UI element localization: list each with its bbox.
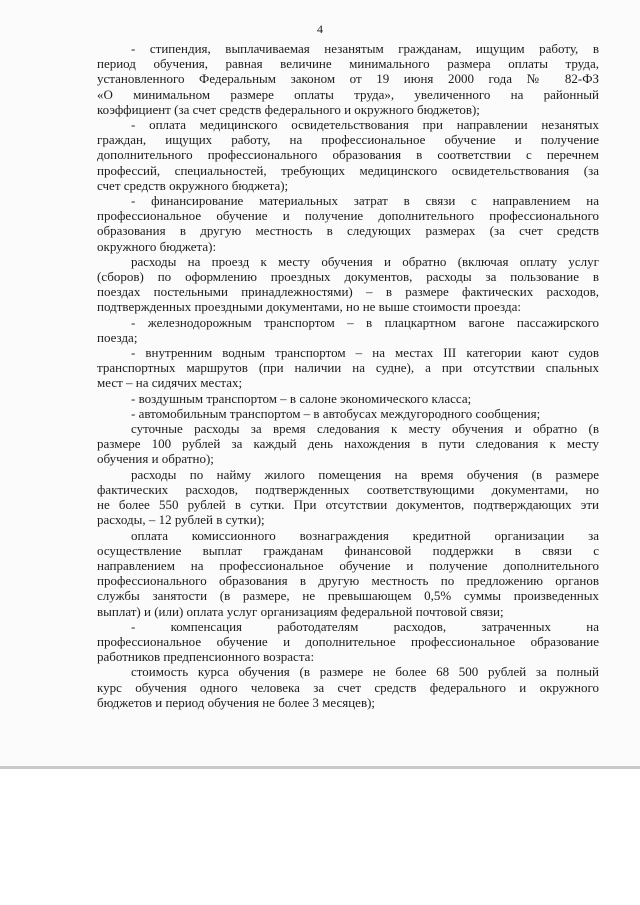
text-line: период обучения, равная величине минимального размера оплаты труда, bbox=[97, 56, 599, 72]
text-line: стоимость курса обучения (в размере не более 68 500 рублей за полный bbox=[131, 664, 599, 680]
text-line: поезда; bbox=[97, 329, 138, 345]
paragraph bbox=[97, 193, 599, 254]
text-line: коэффициент (за счет средств федерального и окружного бюджетов); bbox=[97, 101, 480, 117]
paragraph bbox=[97, 345, 599, 391]
text-line: службы занятости (в размере, не превышающем 0,5% суммы произведенных bbox=[97, 588, 599, 604]
paragraph bbox=[97, 528, 599, 619]
text-line: расходы, – 12 рублей в сутки); bbox=[97, 512, 265, 528]
text-line: - компенсация работодателям расходов, затраченных на bbox=[131, 618, 599, 634]
paragraph bbox=[97, 391, 599, 406]
text-line: бюджетов и период обучения не более 3 месяцев); bbox=[97, 694, 376, 710]
text-line: окружного бюджета): bbox=[97, 238, 217, 254]
text-line: расходы по найму жилого помещения на время обучения (в размере bbox=[131, 466, 599, 482]
text-line: - внутренним водным транспортом – на местах III категории кают судов bbox=[131, 345, 599, 361]
paragraph bbox=[97, 664, 599, 710]
text-line: профессиональное обучение и получение дополнительного профессионального bbox=[97, 208, 599, 224]
text-line: обучения и обратно); bbox=[97, 451, 214, 467]
text-line: профессиональное обучение и дополнительное профессиональное образование bbox=[97, 633, 599, 649]
paragraph bbox=[97, 619, 599, 665]
text-line: «О минимальном размере оплаты труда», увеличенного на районный bbox=[97, 86, 599, 102]
text-line: профессионального образования в другую местность по предложению органов bbox=[97, 573, 599, 589]
text-line: мест – на сидячих местах; bbox=[97, 375, 243, 391]
text-line: осуществление выплат гражданам финансовой поддержки в связи с bbox=[97, 542, 599, 558]
paragraph bbox=[97, 117, 599, 193]
text-line: - стипендия, выплачиваемая незанятым гражданам, ищущим работу, в bbox=[131, 41, 599, 56]
text-line: профессий, специальностей, требующих медицинского освидетельствования (за bbox=[97, 162, 599, 178]
text-line: подтвержденных проездными документами, но не выше стоимости проезда: bbox=[97, 299, 521, 315]
text-line: оплата комиссионного вознаграждения кредитной организации за bbox=[131, 527, 599, 543]
text-line: направлением на профессиональное обучение и получение дополнительного bbox=[97, 557, 599, 573]
text-line: - оплата медицинского освидетельствования при направлении незанятых bbox=[131, 117, 599, 133]
text-line: счет средств окружного бюджета); bbox=[97, 177, 289, 193]
text-line: размере 100 рублей за каждый день нахождения в пути следования к месту bbox=[97, 436, 599, 452]
text-line: курс обучения одного человека за счет средств федерального и окружного bbox=[97, 679, 599, 695]
text-line: - финансирование материальных затрат в связи с направлением на bbox=[131, 193, 599, 209]
text-line: (сборов) по оформлению проездных документов, расходы за пользование в bbox=[97, 269, 599, 285]
text-line: транспортных маршрутов (при наличии на судне), а при отсутствии спальных bbox=[97, 360, 599, 376]
text-line: поездах постельными принадлежностями) – в размере фактических расходов, bbox=[97, 284, 599, 300]
text-line: расходы на проезд к месту обучения и обратно (включая оплату услуг bbox=[131, 253, 599, 269]
text-line: граждан, ищущих работу, на профессиональное обучение и получение bbox=[97, 132, 599, 148]
text-line: - воздушным транспортом – в салоне экономического класса; bbox=[131, 390, 472, 406]
paragraph bbox=[97, 315, 599, 345]
paragraph bbox=[97, 406, 599, 421]
text-line: установленного Федеральным законом от 19 июня 2000 года № 82-ФЗ bbox=[97, 71, 599, 87]
text-line: суточные расходы за время следования к месту обучения и обратно (в bbox=[131, 421, 599, 437]
text-line: не более 550 рублей в сутки. При отсутствии документов, подтверждающих эти bbox=[97, 497, 599, 513]
text-line: выплат) и (или) оплата услуг организациям федеральной почтовой связи; bbox=[97, 603, 504, 619]
text-line: работников предпенсионного возраста: bbox=[97, 649, 315, 665]
paragraph bbox=[97, 467, 599, 528]
document-body bbox=[97, 41, 599, 710]
text-line: - автомобильным транспортом – в автобусах междугородного сообщения; bbox=[131, 405, 541, 421]
page-number: 4 bbox=[317, 22, 323, 36]
text-line: - железнодорожным транспортом – в плацкартном вагоне пассажирского bbox=[131, 314, 599, 330]
page-bottom-edge bbox=[0, 766, 640, 769]
text-line: фактических расходов, подтвержденных соответствующими документами, но bbox=[97, 481, 599, 497]
text-line: дополнительного профессионального образования в соответствии с перечнем bbox=[97, 147, 599, 163]
paragraph bbox=[97, 41, 599, 117]
text-line: образования в другую местность в следующих размерах (за счет средств bbox=[97, 223, 599, 239]
paragraph bbox=[97, 254, 599, 315]
paragraph bbox=[97, 421, 599, 467]
